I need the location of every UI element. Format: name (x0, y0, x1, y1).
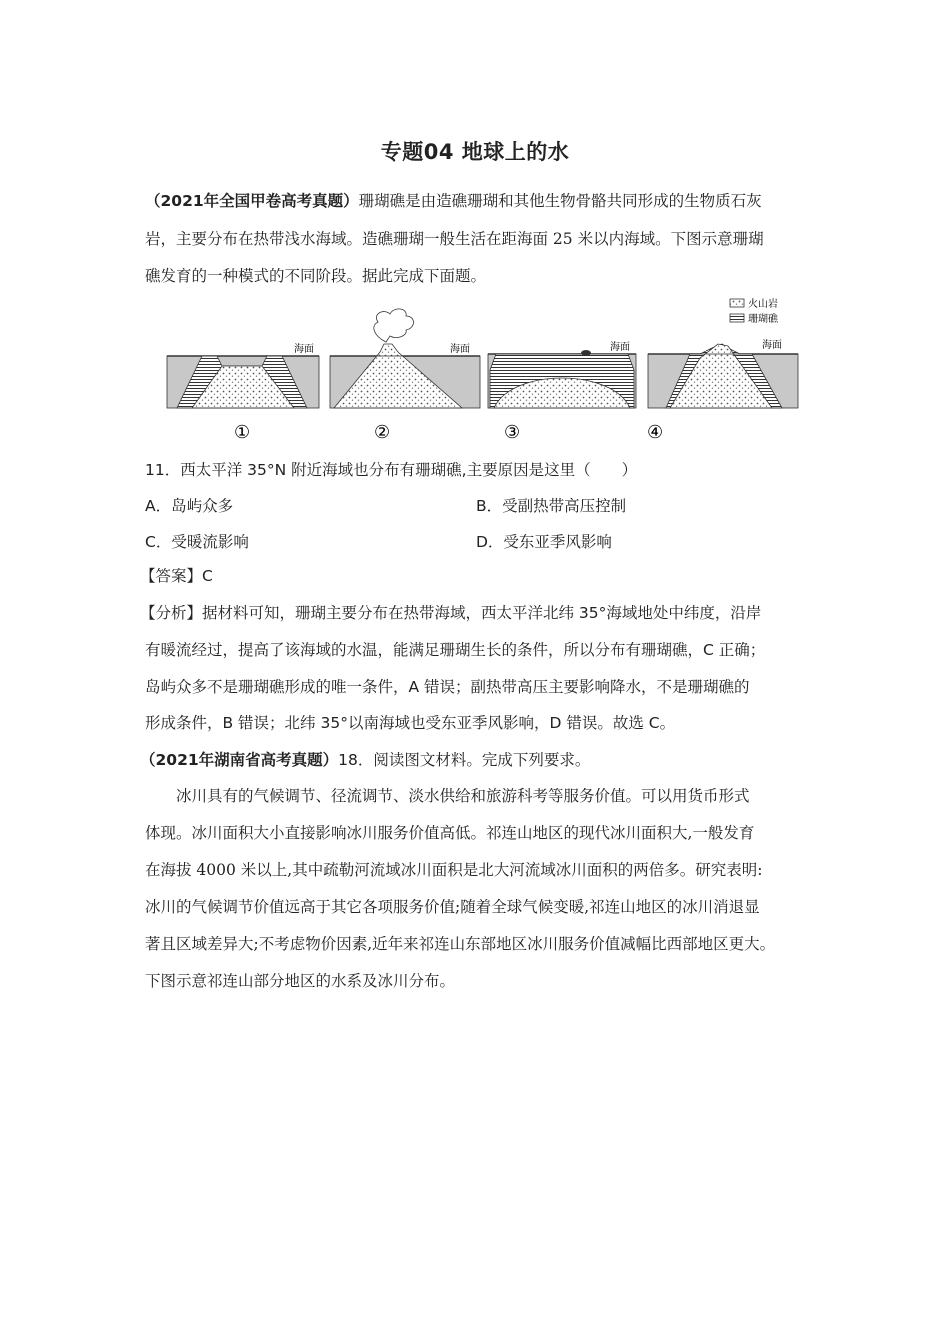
q11-question: 11．西太平洋 35°N 附近海域也分布有珊瑚礁,主要原因是这里（ ） (145, 461, 638, 479)
q11-source: （2021年全国甲卷高考真题） (145, 192, 359, 210)
stage-label-4: ④ (647, 422, 664, 443)
q11-intro-line-3: 礁发育的一种模式的不同阶段。据此完成下面题。 (145, 267, 487, 285)
legend-volcanic-swatch (730, 299, 744, 307)
stage-label-3: ③ (504, 422, 521, 443)
q18-paragraph-line-2: 体现。冰川面积大小直接影响冰川服务价值高低。祁连山地区的现代冰川面积大,一般发育 (145, 824, 755, 842)
legend-coral-label: 珊瑚礁 (748, 314, 778, 325)
q11-option-d: D．受东亚季风影响 (476, 533, 612, 551)
stage-1-panel (167, 342, 319, 443)
q11-intro-text-1: 珊瑚礁是由造礁珊瑚和其他生物骨骼共同形成的生物质石灰 (358, 192, 762, 210)
q18-paragraph-line-5: 著且区域差异大;不考虑物价因素,近年来祁连山东部地区冰川服务价值减幅比西部地区更大。 (145, 935, 776, 953)
sea-label-4: 海面 (762, 340, 782, 351)
stage-4-panel (647, 338, 798, 443)
q11-analysis-line-1: 【分析】据材料可知，珊瑚主要分布在热带海域，西太平洋北纬 35°海域地处中纬度，沿岸 (140, 604, 762, 622)
coral-reef-figure (162, 294, 812, 444)
q18-source: （2021年湖南省高考真题） (140, 751, 339, 769)
q11-analysis-line-4: 形成条件，B 错误；北纬 35°以南海域也受东亚季风影响，D 错误。故选 C。 (145, 714, 676, 732)
q11-option-c: C．受暖流影响 (145, 533, 249, 551)
q11-option-a: A．岛屿众多 (145, 497, 234, 515)
q18-heading (140, 750, 590, 770)
page-title: 专题04 地球上的水 (380, 140, 570, 164)
q18-paragraph-line-1: 冰川具有的气候调节、径流调节、淡水供给和旅游科考等服务价值。可以用货币形式 (176, 787, 750, 805)
legend-volcanic-label: 火山岩 (748, 299, 778, 310)
q18-prompt: 18．阅读图文材料。完成下列要求。 (338, 751, 591, 769)
stage-label-1: ① (234, 422, 251, 443)
q18-paragraph-line-3: 在海拔 4000 米以上,其中疏勒河流域冰川面积是北大河流域冰川面积的两倍多。研究表明: (145, 861, 763, 879)
legend-coral-swatch (730, 314, 744, 322)
q11-answer: 【答案】C (140, 567, 213, 585)
q18-paragraph-line-6: 下图示意祁连山部分地区的水系及冰川分布。 (145, 972, 456, 990)
volcano-plume (374, 309, 414, 342)
figure-legend (730, 297, 779, 325)
stage-2-panel (330, 309, 480, 443)
stage-3-panel (488, 340, 636, 443)
q11-intro-line-2: 岩，主要分布在热带浅水海域。造礁珊瑚一般生活在距海面 25 米以内海域。下图示意珊瑚 (145, 230, 764, 248)
stage-label-2: ② (374, 422, 391, 443)
q18-paragraph-line-4: 冰川的气候调节价值远高于其它各项服务价值;随着全球气候变暖,祁连山地区的冰川消退显 (145, 898, 760, 916)
sea-label-1: 海面 (294, 344, 314, 355)
q11-analysis-line-3: 岛屿众多不是珊瑚礁形成的唯一条件，A 错误；副热带高压主要影响降水，不是珊瑚礁的 (145, 678, 750, 696)
sea-label-3: 海面 (610, 342, 630, 353)
sea-label-2: 海面 (450, 344, 470, 355)
q11-option-b: B．受副热带高压控制 (476, 497, 627, 515)
q11-analysis-line-2: 有暖流经过，提高了该海域的水温，能满足珊瑚生长的条件，所以分布有珊瑚礁，C 正确； (145, 641, 766, 659)
q11-intro-line-1 (145, 191, 762, 211)
